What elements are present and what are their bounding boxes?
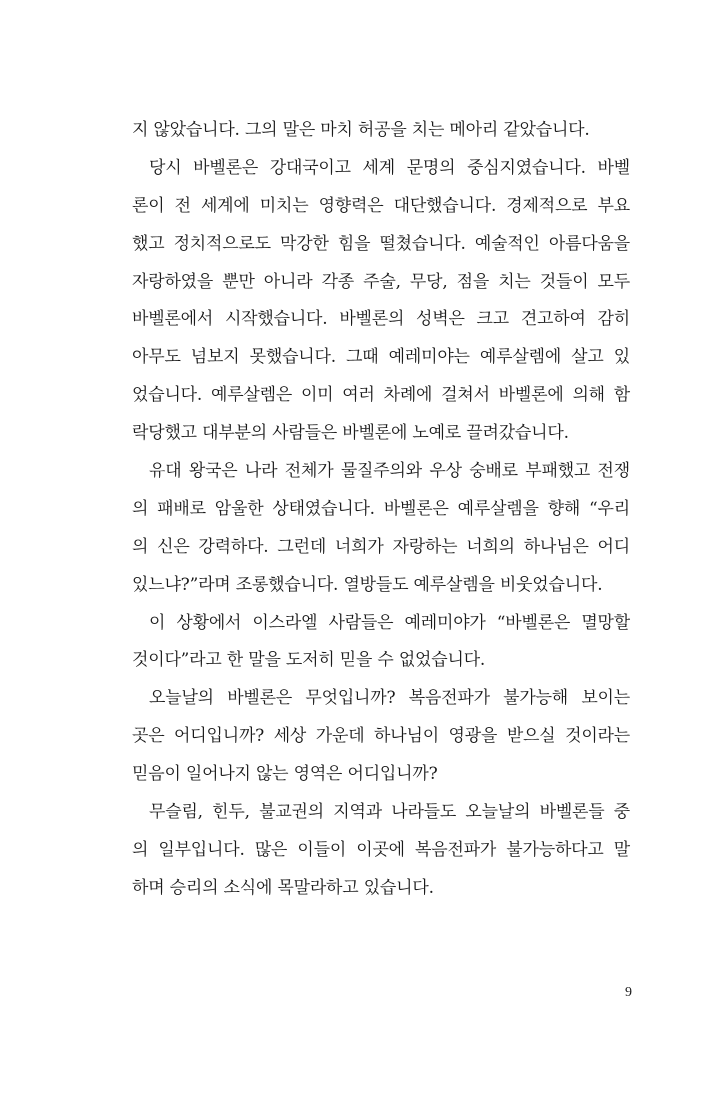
text-line: 유대 왕국은 나라 전체가 물질주의와 우상 숭배로 부패했고 전쟁 — [149, 461, 630, 482]
text-line: 의 신은 강력하다. 그런데 너희가 자랑하는 너희의 하나님은 어디 — [132, 536, 630, 557]
body-text — [132, 112, 630, 908]
text-line: 의 일부입니다. 많은 이들이 이곳에 복음전파가 불가능하다고 말 — [132, 839, 630, 860]
text-line: 당시 바벨론은 강대국이고 세계 문명의 중심지였습니다. 바벨 — [149, 157, 630, 178]
text-line: 지 않았습니다. 그의 말은 마치 허공을 치는 메아리 같았습니다. — [132, 120, 590, 140]
text-line: 오늘날의 바벨론은 무엇입니까? 복음전파가 불가능해 보이는 — [149, 688, 630, 709]
text-line: 것이다”라고 한 말을 도저히 믿을 수 없었습니다. — [132, 650, 486, 671]
text-line: 었습니다. 예루살렘은 이미 여러 차례에 걸쳐서 바벨론에 의해 함 — [132, 385, 630, 406]
text-line: 의 패배로 암울한 상태였습니다. 바벨론은 예루살렘을 향해 “우리 — [132, 498, 630, 519]
text-line: 믿음이 일어나지 않는 영역은 어디입니까? — [132, 764, 438, 785]
text-line: 아무도 넘보지 못했습니다. 그때 예레미야는 예루살렘에 살고 있 — [132, 347, 630, 368]
text-line: 자랑하였을 뿐만 아니라 각종 주술, 무당, 점을 치는 것들이 모두 — [132, 271, 630, 292]
text-line: 무슬림, 힌두, 불교권의 지역과 나라들도 오늘날의 바벨론들 중 — [149, 802, 630, 823]
text-line: 론이 전 세계에 미치는 영향력은 대단했습니다. 경제적으로 부요 — [132, 195, 630, 216]
page-number: 9 — [625, 985, 632, 1000]
text-line: 곳은 어디입니까? 세상 가운데 하나님이 영광을 받으실 것이라는 — [132, 726, 630, 747]
text-line: 하며 승리의 소식에 목말라하고 있습니다. — [132, 877, 434, 898]
text-line: 바벨론에서 시작했습니다. 바벨론의 성벽은 크고 견고하여 감히 — [132, 309, 630, 330]
text-line: 락당했고 대부분의 사람들은 바벨론에 노예로 끌려갔습니다. — [132, 423, 569, 444]
text-line: 했고 정치적으로도 막강한 힘을 떨쳤습니다. 예술적인 아름다움을 — [132, 233, 630, 254]
text-line: 있느냐?”라며 조롱했습니다. 열방들도 예루살렘을 비웃었습니다. — [132, 574, 603, 595]
text-line: 이 상황에서 이스라엘 사람들은 예레미야가 “바벨론은 멸망할 — [149, 612, 630, 633]
